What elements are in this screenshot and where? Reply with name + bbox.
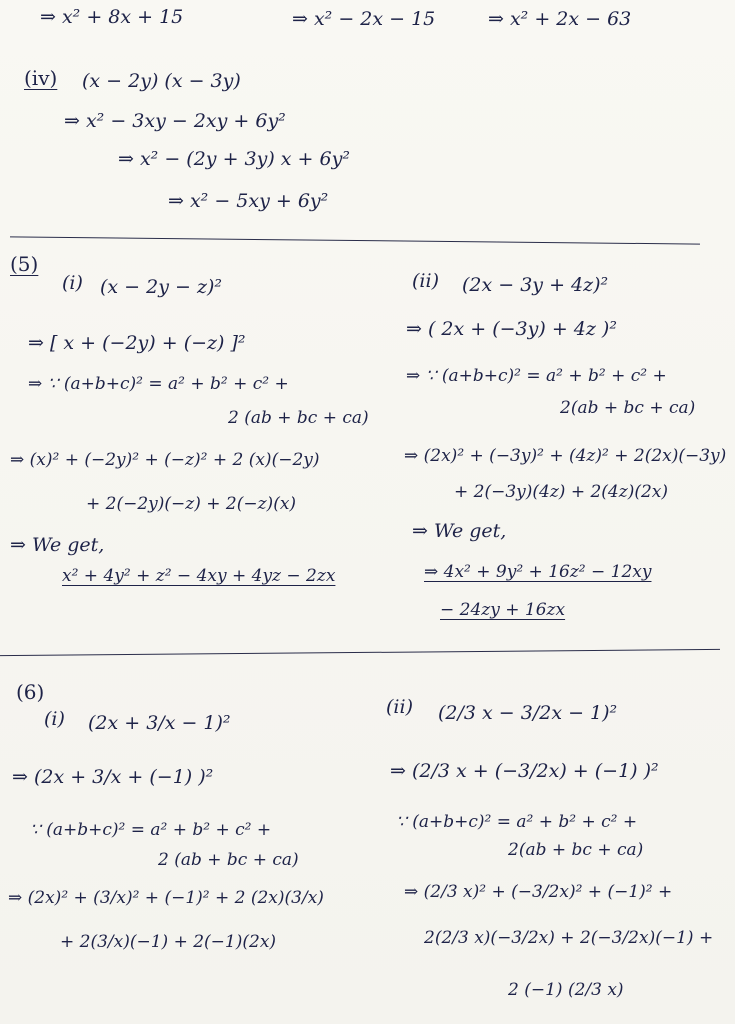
q5ii-step-7: ⇒ 4x² + 9y² + 16z² − 12xy [424,562,652,582]
q5-label: (5) [10,252,39,276]
q6ii-step-5: 2(2/3 x)(−3/2x) + 2(−3/2x)(−1) + [424,928,714,948]
q6-label: (6) [16,680,45,704]
divider-2 [0,649,720,656]
q4-label: (iv) [24,66,58,90]
q5i-label: (i) [62,272,83,294]
q5ii-step-2: ⇒ ∵ (a+b+c)² = a² + b² + c² + [406,366,667,386]
q6i-expression: (2x + 3/x − 1)² [88,712,231,734]
top-result-b: ⇒ x² − 2x − 15 [292,8,436,30]
q5i-expression: (x − 2y − z)² [100,276,222,298]
q5i-step-5: + 2(−2y)(−z) + 2(−z)(x) [86,494,297,514]
q6ii-step-3: 2(ab + bc + ca) [508,840,644,860]
q5i-step-4: ⇒ (x)² + (−2y)² + (−z)² + 2 (x)(−2y) [10,450,320,470]
q6i-step-1: ⇒ (2x + 3/x + (−1) )² [12,766,214,788]
q6i-step-5: + 2(3/x)(−1) + 2(−1)(2x) [60,932,277,952]
q5i-step-6: ⇒ We get, [10,534,105,556]
q5ii-step-1: ⇒ ( 2x + (−3y) + 4z )² [406,318,617,340]
q6ii-step-2: ∵ (a+b+c)² = a² + b² + c² + [396,812,638,832]
top-result-a: ⇒ x² + 8x + 15 [40,6,184,28]
q5ii-expression: (2x − 3y + 4z)² [462,274,609,296]
q6ii-expression: (2/3 x − 3/2x − 1)² [438,702,618,724]
q4-step-3: ⇒ x² − 5xy + 6y² [168,190,329,212]
q6i-step-3: 2 (ab + bc + ca) [158,850,299,870]
q6ii-label: (ii) [386,696,413,718]
q6ii-step-1: ⇒ (2/3 x + (−3/2x) + (−1) )² [390,760,659,782]
q5ii-step-8: − 24zy + 16zx [440,600,566,620]
q5i-step-2: ⇒ ∵ (a+b+c)² = a² + b² + c² + [28,374,289,394]
q6i-step-4: ⇒ (2x)² + (3/x)² + (−1)² + 2 (2x)(3/x) [8,888,324,908]
q6ii-step-4: ⇒ (2/3 x)² + (−3/2x)² + (−1)² + [404,882,673,902]
q5i-step-3: 2 (ab + bc + ca) [228,408,369,428]
q4-expression: (x − 2y) (x − 3y) [82,70,241,92]
q6i-step-2: ∵ (a+b+c)² = a² + b² + c² + [30,820,272,840]
q4-step-1: ⇒ x² − 3xy − 2xy + 6y² [64,110,286,132]
q5ii-label: (ii) [412,270,439,292]
q5ii-step-6: ⇒ We get, [412,520,507,542]
q5ii-step-4: ⇒ (2x)² + (−3y)² + (4z)² + 2(2x)(−3y) [404,446,727,466]
q6ii-step-6: 2 (−1) (2/3 x) [508,980,624,1000]
q4-step-2: ⇒ x² − (2y + 3y) x + 6y² [118,148,350,170]
q5ii-step-3: 2(ab + bc + ca) [560,398,696,418]
q5i-result: x² + 4y² + z² − 4xy + 4yz − 2zx [62,566,336,586]
q6i-label: (i) [44,708,65,730]
q5i-step-1: ⇒ [ x + (−2y) + (−z) ]² [28,332,246,354]
top-result-c: ⇒ x² + 2x − 63 [488,8,632,30]
divider-1 [10,236,700,244]
q5ii-step-5: + 2(−3y)(4z) + 2(4z)(2x) [454,482,669,502]
